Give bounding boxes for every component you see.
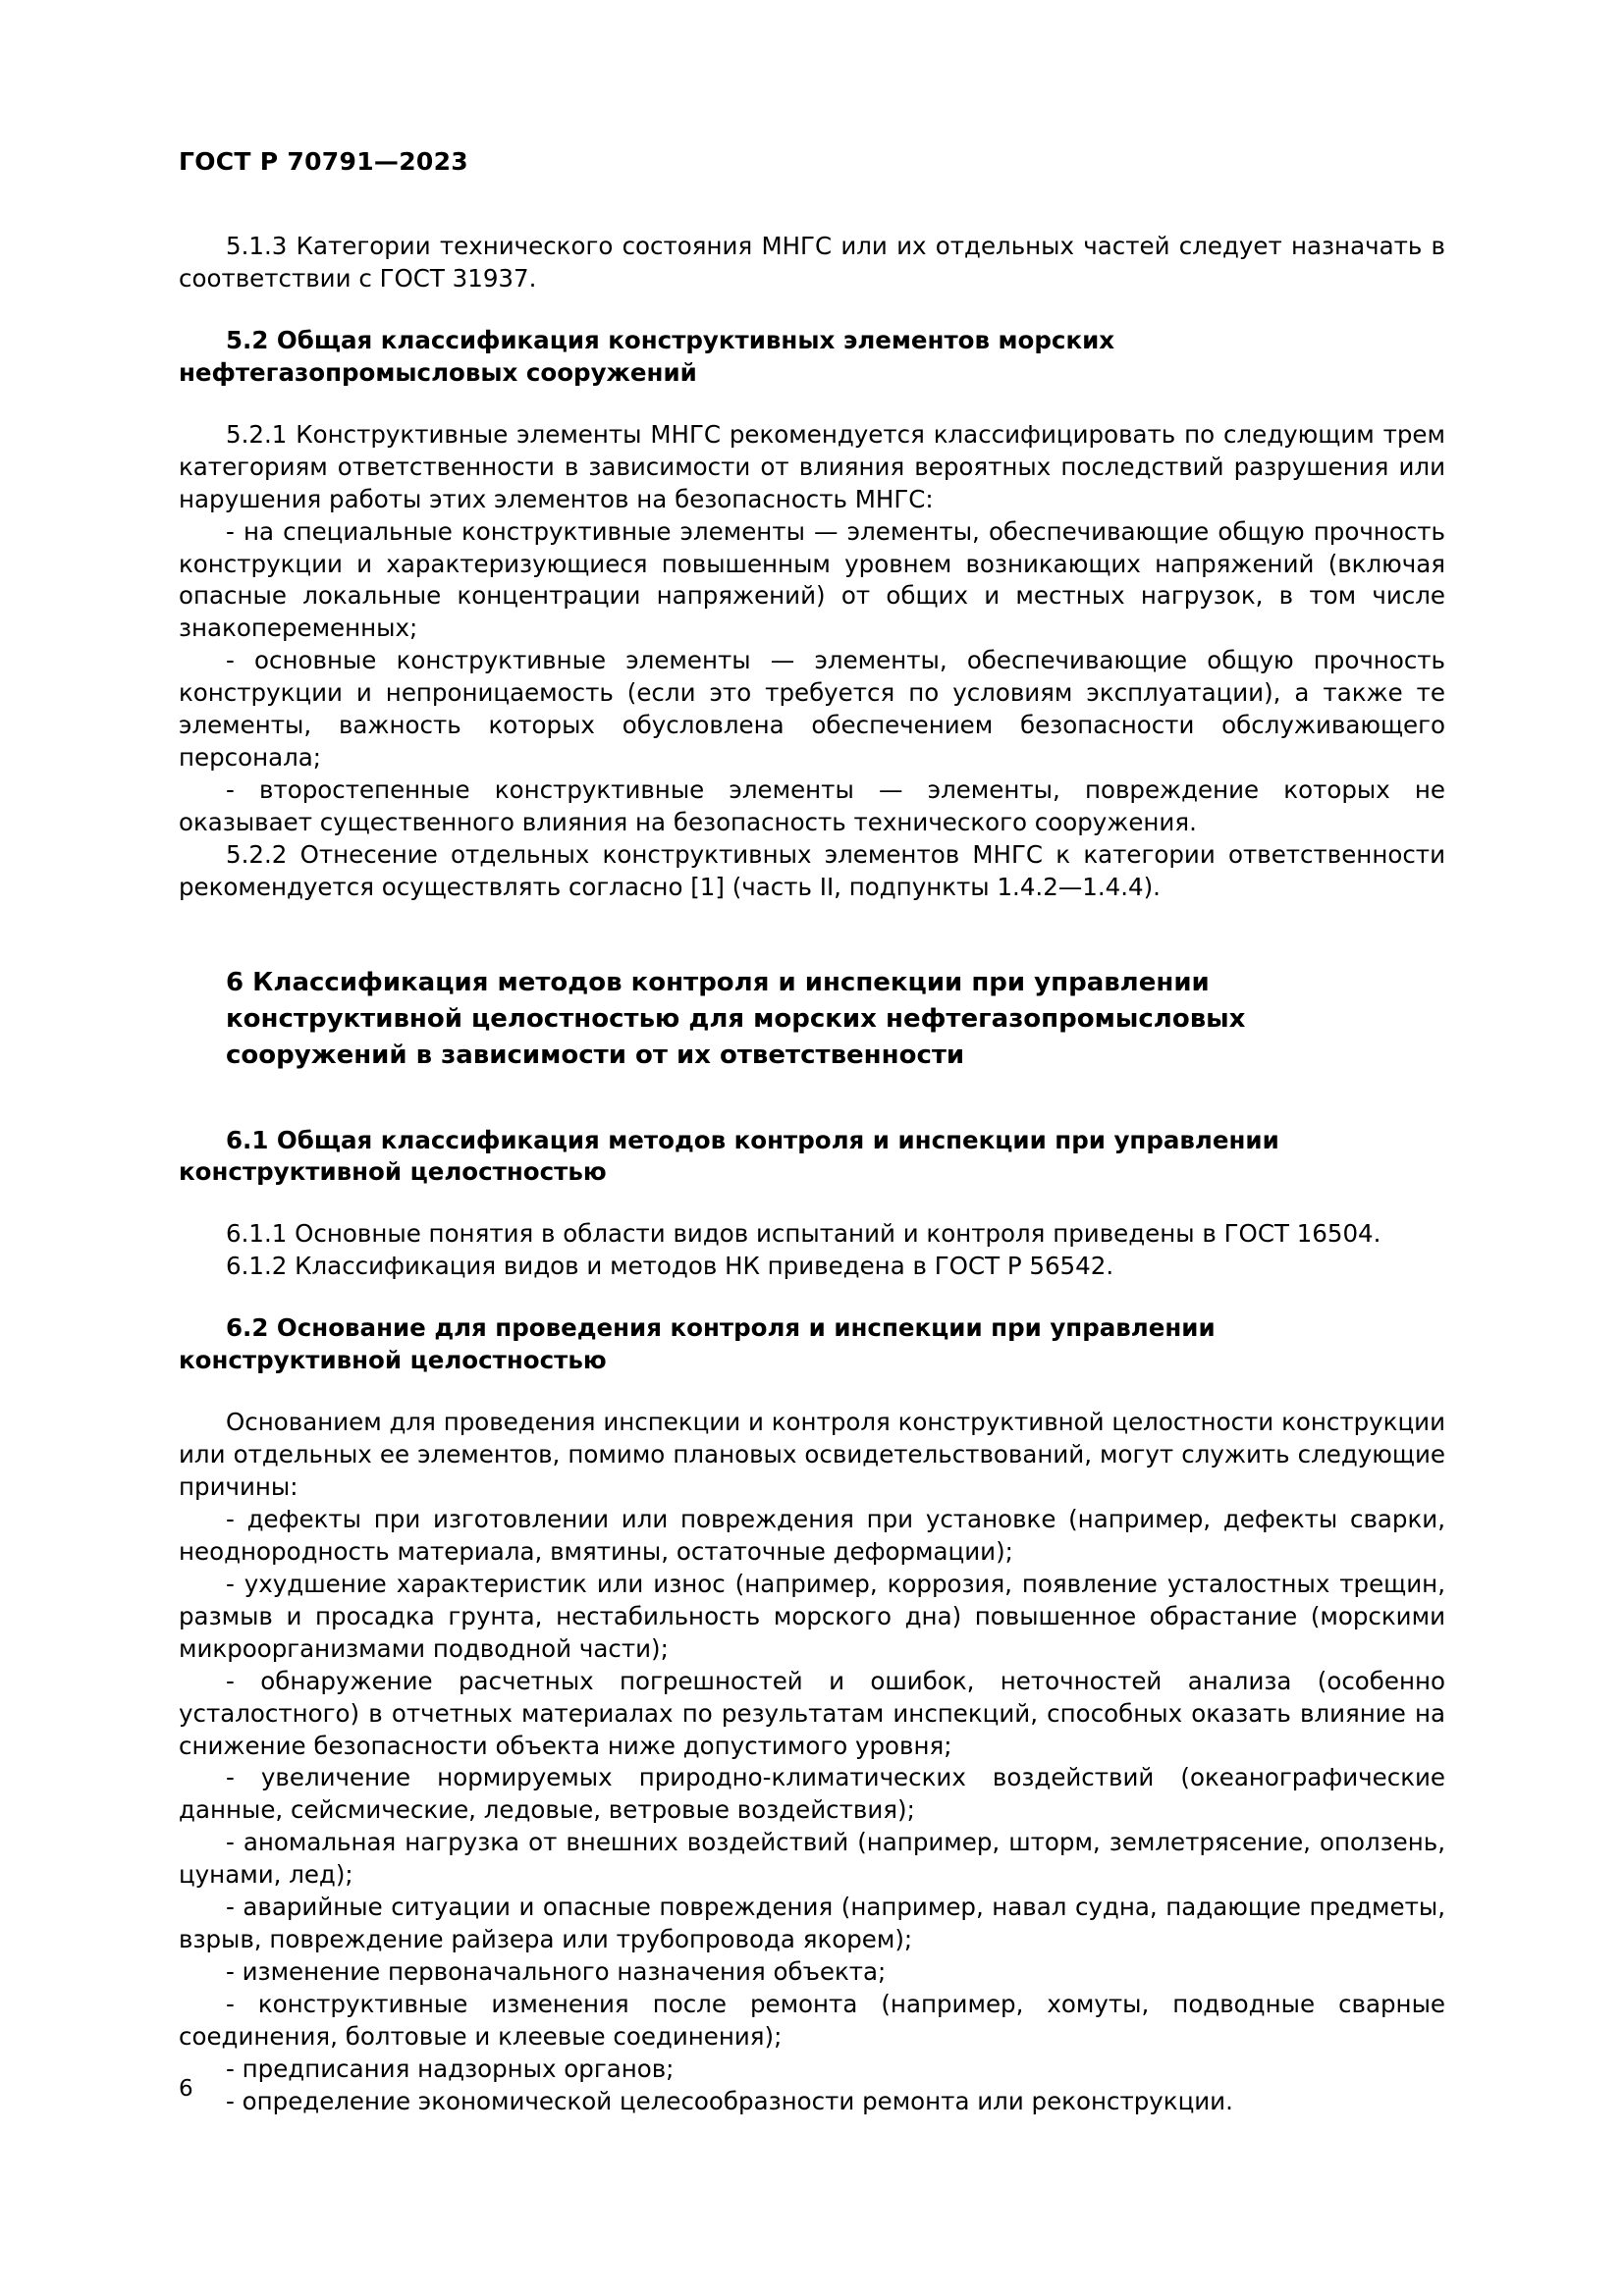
paragraph-6-1-2: 6.1.2 Классификация видов и методов НК приведена в ГОСТ Р 56542. bbox=[226, 1252, 1114, 1281]
list-item-6-2-b: - ухудшение характеристик или износ (например, коррозия, появление усталостных трещин, размыв и просадка грунта, нестабильность морского дна) повышенное обрастание (морскими микроорганизмами подводной части); bbox=[179, 1569, 1445, 1663]
list-item-6-2-a: - дефекты при изготовлении или повреждения при установке (например, дефекты сварки, неоднородность материала, вмятины, остаточные деформации); bbox=[179, 1504, 1445, 1566]
list-item-6-2-i: - предписания надзорных органов; bbox=[226, 2054, 675, 2083]
list-item-6-2-c: - обнаружение расчетных погрешностей и ошибок, неточностей анализа (особенно усталостного) в отчетных материалах по результатам инспекций, способных оказать влияние на снижение безопасности объекта ниже допустимого уровня; bbox=[179, 1666, 1445, 1760]
paragraph-5-1-3: 5.1.3 Категории технического состояния МНГС или их отдельных частей следует назначать в соответствии с ГОСТ 31937. bbox=[179, 232, 1445, 293]
list-item-5-2-1-b: - основные конструктивные элементы — элементы, обеспечивающие общую прочность конструкции и непроницаемость (если это требуется по условиям эксплуатации), а также те элементы, важность которых обусловлена обеспечением безопасности обслуживающего персонала; bbox=[179, 646, 1445, 773]
heading-section-6: 6 Классификация методов контроля и инспекции при управлении конструктивной целостностью для морских нефтегазопромысловых сооружений в зависимости от их ответственности bbox=[226, 967, 1246, 1070]
list-item-6-2-f: - аварийные ситуации и опасные повреждения (например, навал судна, падающие предметы, взрыв, повреждение райзера или трубопровода якорем); bbox=[179, 1893, 1445, 1954]
list-item-5-2-1-c: - второстепенные конструктивные элементы — элементы, повреждение которых не оказывает существенного влияния на безопасность технического сооружения. bbox=[179, 775, 1445, 836]
list-item-6-2-g: - изменение первоначального назначения объекта; bbox=[226, 1957, 887, 1987]
heading-5-2: 5.2 Общая классификация конструктивных элементов морских нефтегазопромысловых сооружений bbox=[179, 325, 1115, 387]
paragraph-6-1-1: 6.1.1 Основные понятия в области видов испытаний и контроля приведены в ГОСТ 16504. bbox=[226, 1219, 1381, 1249]
heading-6-1: 6.1 Общая классификация методов контроля и инспекции при управлении конструктивной целостностью bbox=[179, 1125, 1279, 1187]
list-item-6-2-h: - конструктивные изменения после ремонта (например, хомуты, подводные сварные соединения, болтовые и клеевые соединения); bbox=[179, 1990, 1445, 2051]
list-item-6-2-d: - увеличение нормируемых природно-климатических воздействий (океанографические данные, сейсмические, ледовые, ветровые воздействия); bbox=[179, 1763, 1445, 1825]
list-item-5-2-1-a: - на специальные конструктивные элементы — элементы, обеспечивающие общую прочность конструкции и характеризующиеся повышенным уровнем возникающих напряжений (включая опасные локальные концентрации напряжений) от общих и местных нагрузок, в том числе знакопеременных; bbox=[179, 516, 1445, 643]
paragraph-5-2-1: 5.2.1 Конструктивные элементы МНГС рекомендуется классифицировать по следующим трем категориям ответственности в зависимости от влияния вероятных последствий разрушения или нарушения работы этих элементов на безопасность МНГС: bbox=[179, 419, 1445, 513]
paragraph-6-2-intro: Основанием для проведения инспекции и контроля конструктивной целостности конструкции или отдельных ее элементов, помимо плановых освидетельствований, могут служить следующие причины: bbox=[179, 1408, 1445, 1502]
page-number: 6 bbox=[179, 2076, 193, 2102]
paragraph-5-2-2: 5.2.2 Отнесение отдельных конструктивных элементов МНГС к категории ответственности рекомендуется осуществлять согласно [1] (часть II, подпункты 1.4.2—1.4.4). bbox=[179, 839, 1445, 901]
document-header: ГОСТ Р 70791—2023 bbox=[179, 147, 468, 176]
heading-6-2: 6.2 Основание для проведения контроля и инспекции при управлении конструктивной целостностью bbox=[179, 1313, 1216, 1375]
list-item-6-2-j: - определение экономической целесообразности ремонта или реконструкции. bbox=[226, 2086, 1233, 2115]
page-content bbox=[179, 147, 1445, 2118]
list-item-6-2-e: - аномальная нагрузка от внешних воздействий (например, шторм, землетрясение, оползень, цунами, лед); bbox=[179, 1828, 1445, 1890]
